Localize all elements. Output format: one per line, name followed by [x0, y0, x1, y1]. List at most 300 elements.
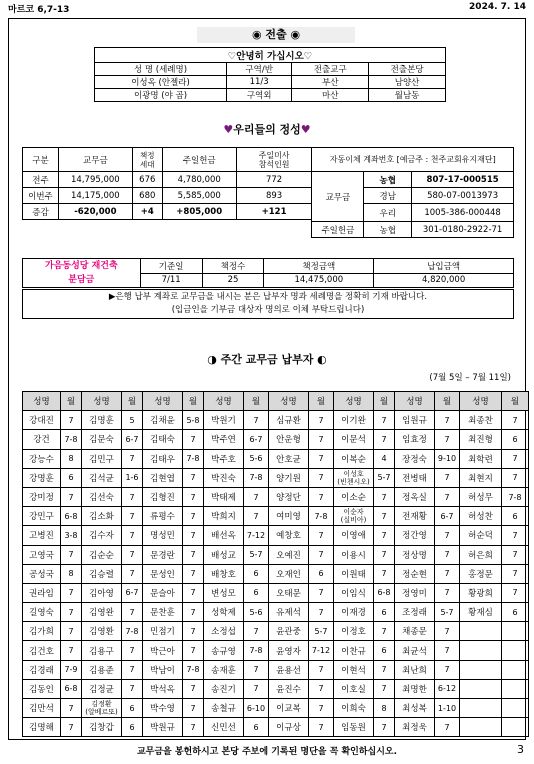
donor-month: 8	[374, 699, 395, 718]
donor-name: 양기원	[269, 468, 309, 487]
donor-month: 7	[183, 622, 204, 641]
donor-month: 7	[61, 641, 82, 660]
donor-month	[502, 718, 529, 737]
donor-month: 6	[244, 718, 269, 737]
offering-cell: 증감	[23, 204, 59, 220]
offering-cell: 이번주	[23, 188, 59, 204]
donor-name: 김영환	[82, 622, 122, 641]
donor-col-name: 성명	[269, 392, 309, 411]
donor-month: 6-7	[122, 583, 143, 602]
donor-name: 이소순	[334, 487, 374, 506]
donor-name: 이원태	[334, 564, 374, 583]
offering-cell: +121	[236, 204, 312, 220]
donor-name: 정영미	[395, 583, 435, 602]
donor-month: 7	[183, 583, 204, 602]
donor-name: 최진형	[460, 430, 502, 449]
donor-month: 1-10	[435, 699, 460, 718]
donor-month: 7	[374, 718, 395, 737]
donor-month: 7	[309, 449, 334, 468]
donor-month: 7	[502, 449, 529, 468]
transfer-col-zone: 구역/반	[226, 63, 291, 76]
donor-name: 김정균	[82, 679, 122, 698]
donor-col-month: 월	[183, 392, 204, 411]
donor-month: 7	[502, 583, 529, 602]
donor-month: 7	[122, 564, 143, 583]
transfer-cell: 마산	[292, 89, 369, 102]
transfer-row	[95, 76, 446, 89]
offering-title-text: 우리들의 정성	[233, 123, 301, 136]
donor-name: 김형진	[143, 487, 183, 506]
donor-month: 7-12	[309, 641, 334, 660]
donor-month: 7	[244, 679, 269, 698]
donor-month: 7	[374, 545, 395, 564]
donor-name: 변성모	[204, 583, 244, 602]
donor-col-month: 월	[244, 392, 269, 411]
donor-name: 강명훈	[23, 468, 61, 487]
donor-month: 7	[122, 487, 143, 506]
donor-month: 7	[309, 583, 334, 602]
donor-month: 6	[309, 564, 334, 583]
donor-name: 배선옥	[204, 526, 244, 545]
donor-month: 7-12	[244, 526, 269, 545]
donor-month: 6	[502, 603, 529, 622]
donor-col-month: 월	[61, 392, 82, 411]
offering-head: 구분	[23, 148, 59, 172]
donor-name: 여미영	[269, 507, 309, 526]
donor-name: 박주연	[204, 430, 244, 449]
transfer-title: ◉ 전출 ◉	[197, 27, 355, 43]
donor-month: 7-8	[244, 468, 269, 487]
rebuild-head: 기준일	[140, 259, 202, 274]
donor-month: 5-8	[183, 411, 204, 430]
donor-name: 박남이	[143, 660, 183, 679]
donor-name: 황광희	[460, 583, 502, 602]
donor-month: 7	[435, 564, 460, 583]
donor-col-month: 월	[374, 392, 395, 411]
donor-month: 7	[61, 583, 82, 602]
donor-name: 이현석	[334, 660, 374, 679]
donor-name: 소정섭	[204, 622, 244, 641]
donor-month: 7	[435, 468, 460, 487]
donor-row	[23, 411, 529, 430]
donor-name: 강능수	[23, 449, 61, 468]
transfer-caption: ♡안녕히 가십시오♡	[95, 48, 446, 63]
donor-month: 7	[374, 622, 395, 641]
donor-month: 7	[244, 660, 269, 679]
spacer	[23, 222, 312, 238]
donor-month: 7	[122, 507, 143, 526]
rebuild-value: 4,820,000	[374, 273, 514, 288]
donor-month: 7	[183, 487, 204, 506]
donor-name: 박근아	[143, 641, 183, 660]
account-number: 301-0180-2922-71	[412, 222, 514, 238]
donor-month: 7	[309, 718, 334, 737]
donor-name: 송규영	[204, 641, 244, 660]
donor-name: 윤진수	[269, 679, 309, 698]
donor-name: 배성교	[204, 545, 244, 564]
account-bank: 농협	[364, 222, 412, 238]
donor-name: 김경래	[23, 660, 61, 679]
rebuild-value: 7/11	[140, 273, 202, 288]
donor-month: 7	[309, 699, 334, 718]
donor-month: 6	[502, 430, 529, 449]
donor-name: 이용시	[334, 545, 374, 564]
donor-month: 7	[502, 411, 529, 430]
account-group-label: 교무금	[312, 172, 364, 222]
donor-name: 김태숙	[143, 430, 183, 449]
offering-head: 주일헌금	[162, 148, 236, 172]
donor-name: 성학제	[204, 603, 244, 622]
donor-month: 7	[244, 487, 269, 506]
donor-name: 신민선	[204, 718, 244, 737]
donor-name: 송진기	[204, 679, 244, 698]
donor-month: 7	[502, 545, 529, 564]
donor-name: 김선숙	[82, 487, 122, 506]
donor-name: 배창호	[204, 564, 244, 583]
donor-month: 6	[374, 603, 395, 622]
page-number: 3	[517, 743, 524, 756]
donor-month: 5-7	[374, 468, 395, 487]
donor-row	[23, 679, 529, 698]
donor-month: 7	[309, 487, 334, 506]
donor-month: 7	[183, 468, 204, 487]
donor-name: 권라임	[23, 583, 61, 602]
donor-name: 김동인	[23, 679, 61, 698]
donor-name	[460, 699, 502, 718]
donor-name: 김문숙	[82, 430, 122, 449]
donor-name: 임효정	[395, 430, 435, 449]
donor-row	[23, 487, 529, 506]
donor-month: 6	[122, 699, 143, 718]
donor-month: 7	[435, 622, 460, 641]
donor-name: 유제석	[269, 603, 309, 622]
donor-month: 7	[309, 603, 334, 622]
page-header	[8, 2, 526, 16]
donor-month: 7	[122, 545, 143, 564]
donor-name: 강대진	[23, 411, 61, 430]
donor-month: 7	[122, 660, 143, 679]
donor-name: 허은희	[460, 545, 502, 564]
donor-month: 7-8	[183, 660, 204, 679]
transfer-row	[95, 89, 446, 102]
donor-name: 이기완	[334, 411, 374, 430]
donor-col-name: 성명	[82, 392, 122, 411]
offering-cell: 전주	[23, 172, 59, 188]
donor-name: 박희지	[204, 507, 244, 526]
rebuild-value: 14,475,000	[264, 273, 374, 288]
heart-icon: ♥	[223, 123, 234, 136]
donor-month: 6-8	[61, 507, 82, 526]
donor-month: 7	[309, 411, 334, 430]
donor-col-month: 월	[309, 392, 334, 411]
donor-month: 7	[435, 430, 460, 449]
donor-month: 7	[183, 564, 204, 583]
donor-table	[22, 391, 529, 737]
donor-month: 7-8	[122, 622, 143, 641]
donor-row	[23, 526, 529, 545]
donor-month: 7	[244, 622, 269, 641]
donor-month: 7	[183, 430, 204, 449]
donor-month: 7	[502, 564, 529, 583]
donor-month: 6-10	[244, 699, 269, 718]
donor-name: 윤용선	[269, 660, 309, 679]
donor-name: 안운형	[269, 430, 309, 449]
offering-cell: 14,795,000	[58, 172, 132, 188]
offering-head: 교무금	[58, 148, 132, 172]
donor-col-name: 성명	[334, 392, 374, 411]
donor-month: 7	[374, 487, 395, 506]
donor-col-name: 성명	[143, 392, 183, 411]
donor-month: 7	[122, 641, 143, 660]
donor-month: 4	[374, 449, 395, 468]
donor-month: 7	[374, 507, 395, 526]
donor-name: 윤영자	[269, 641, 309, 660]
account-title: 자동이체 계좌번호 [예금주 : 천주교회유지재단]	[312, 148, 514, 172]
rebuild-value: 25	[202, 273, 264, 288]
donor-name: 문성인	[143, 564, 183, 583]
donor-month: 5-6	[244, 449, 269, 468]
donor-row	[23, 641, 529, 660]
donor-month: 7	[435, 526, 460, 545]
donor-row	[23, 583, 529, 602]
donor-name: 박수영	[143, 699, 183, 718]
donor-name: 김소화	[82, 507, 122, 526]
offering-head: 주일미사 참석인원	[236, 148, 312, 172]
donor-month: 5-6	[244, 603, 269, 622]
offering-cell: -620,000	[58, 204, 132, 220]
donor-name: 황재심	[460, 603, 502, 622]
donor-name: 김건호	[23, 641, 61, 660]
donor-name: 류평수	[143, 507, 183, 526]
donor-month: 7	[435, 641, 460, 660]
donor-month: 7	[374, 526, 395, 545]
notice-line1: ▶은행 납부 계좌로 교무금을 내시는 분은 납부자 명과 세례명을 정확히 기재 바랍니다.	[108, 292, 428, 302]
donor-name: 허성무	[460, 487, 502, 506]
donor-name: 정상명	[395, 545, 435, 564]
donor-name: 정순현	[395, 564, 435, 583]
donor-month: 7	[244, 507, 269, 526]
donor-row	[23, 507, 529, 526]
donor-name: 이교복	[269, 699, 309, 718]
donor-name: 김순순	[82, 545, 122, 564]
donor-name: 최현지	[460, 468, 502, 487]
account-bank: 경남	[364, 188, 412, 204]
rebuild-head: 책정수	[202, 259, 264, 274]
transfer-cell: 월남동	[369, 89, 446, 102]
donor-month: 3-8	[61, 526, 82, 545]
donor-month: 7	[309, 468, 334, 487]
donor-name: 김가희	[23, 622, 61, 641]
donor-name: 박원규	[143, 718, 183, 737]
donor-month: 7	[435, 718, 460, 737]
donor-name: 고영국	[23, 545, 61, 564]
donor-name: 문슬아	[143, 583, 183, 602]
donor-name: 박진숙	[204, 468, 244, 487]
donor-month: 7	[309, 545, 334, 564]
donor-row	[23, 603, 529, 622]
donor-name: 김현엽	[143, 468, 183, 487]
rebuild-head: 납입금액	[374, 259, 514, 274]
donor-month	[502, 641, 529, 660]
donor-month: 6	[61, 468, 82, 487]
donor-name: 송철규	[204, 699, 244, 718]
donor-name: 최성복	[395, 699, 435, 718]
donor-name: 최정욱	[395, 718, 435, 737]
donor-name: 정간영	[395, 526, 435, 545]
rebuild-head: 책정금액	[264, 259, 374, 274]
donor-col-month: 월	[502, 392, 529, 411]
donor-name: 문찬훈	[143, 603, 183, 622]
donor-month: 7	[309, 526, 334, 545]
donor-month: 5-7	[309, 622, 334, 641]
donor-month: 7-9	[61, 660, 82, 679]
offering-head: 책정 세대	[132, 148, 162, 172]
donor-row	[23, 449, 529, 468]
donor-row	[23, 699, 529, 718]
donor-name: 강미정	[23, 487, 61, 506]
footer-note: 교무금을 봉헌하시고 본당 주보에 기록된 명단을 꼭 확인하십시오.	[136, 747, 398, 757]
donor-month: 6	[502, 507, 529, 526]
offering-section-title	[9, 121, 525, 137]
rebuild-label-line2: 분담금	[68, 275, 95, 285]
donor-name: 심규환	[269, 411, 309, 430]
donor-name: 오태문	[269, 583, 309, 602]
donor-name: 이영애	[334, 526, 374, 545]
transfer-col-diocese: 전출교구	[292, 63, 369, 76]
donor-name: 이찬규	[334, 641, 374, 660]
donor-month: 7	[435, 660, 460, 679]
donor-month: 7	[183, 603, 204, 622]
offering-cell: 893	[236, 188, 312, 204]
donor-name: 임동원	[334, 718, 374, 737]
donor-col-name: 성명	[23, 392, 61, 411]
donor-name: 박주호	[204, 449, 244, 468]
donor-row	[23, 564, 529, 583]
account-number: 807-17-000515	[412, 172, 514, 188]
donor-name: 김수자	[82, 526, 122, 545]
donor-month: 7	[183, 641, 204, 660]
donor-month: 7	[309, 430, 334, 449]
donor-name: 김아영	[82, 583, 122, 602]
donor-name: 김영완	[82, 603, 122, 622]
donor-month: 7	[183, 718, 204, 737]
account-number: 1005-386-000448	[412, 204, 514, 222]
donor-month: 7	[244, 411, 269, 430]
donor-row	[23, 718, 529, 737]
donor-name: 김채윤	[143, 411, 183, 430]
donor-name: 예창호	[269, 526, 309, 545]
donor-name	[460, 622, 502, 641]
donor-name: 이임식	[334, 583, 374, 602]
donor-name	[460, 641, 502, 660]
donor-name: 이복순	[334, 449, 374, 468]
donor-name: 김승렬	[82, 564, 122, 583]
donor-name: 김만석	[23, 699, 61, 718]
donor-name: 허성찬	[460, 507, 502, 526]
donor-month: 7	[374, 430, 395, 449]
donor-month: 7	[61, 411, 82, 430]
donor-name: 임원규	[395, 411, 435, 430]
donor-name: 이성호 (빈첸시오)	[334, 468, 374, 487]
donor-name: 양정단	[269, 487, 309, 506]
donor-month: 7	[183, 526, 204, 545]
donor-name	[460, 660, 502, 679]
donor-name: 김명해	[23, 718, 61, 737]
donor-month: 7	[374, 411, 395, 430]
donor-month: 7	[61, 718, 82, 737]
donor-month: 6-7	[435, 507, 460, 526]
rebuild-label	[23, 259, 141, 288]
donor-month	[502, 679, 529, 698]
donor-month: 7	[183, 507, 204, 526]
donor-month: 5-7	[244, 545, 269, 564]
payment-notice	[22, 289, 514, 319]
offering-cell: 14,175,000	[58, 188, 132, 204]
donor-name: 전재황	[395, 507, 435, 526]
donor-month	[502, 622, 529, 641]
transfer-cell: 부산	[292, 76, 369, 89]
donor-month: 7	[309, 679, 334, 698]
donor-name: 이규상	[269, 718, 309, 737]
transfer-col-parish: 전출본당	[369, 63, 446, 76]
donor-name: 공성국	[23, 564, 61, 583]
donor-header-row	[23, 392, 529, 411]
donor-month: 6	[244, 564, 269, 583]
donor-name	[460, 679, 502, 698]
donor-name: 이문석	[334, 430, 374, 449]
rebuild-table	[22, 258, 514, 288]
bulletin-frame	[8, 18, 526, 740]
donor-name: 최난희	[395, 660, 435, 679]
donor-month: 7-8	[244, 641, 269, 660]
donor-month: 7	[122, 679, 143, 698]
donor-name: 김석균	[82, 468, 122, 487]
offering-cell: +805,000	[162, 204, 236, 220]
donor-name: 박석옥	[143, 679, 183, 698]
donor-month: 7	[435, 487, 460, 506]
donor-month: 7	[122, 526, 143, 545]
donor-month: 7	[61, 622, 82, 641]
transfer-col-name: 성 명 (세례명)	[95, 63, 227, 76]
donor-month: 7	[61, 603, 82, 622]
donor-name: 김태우	[143, 449, 183, 468]
donor-month: 7	[61, 545, 82, 564]
donor-row	[23, 468, 529, 487]
donor-name: 이정호	[334, 622, 374, 641]
donor-month: 8	[61, 449, 82, 468]
donor-name	[460, 718, 502, 737]
transfer-cell: 11/3	[226, 76, 291, 89]
donor-row	[23, 430, 529, 449]
donor-name: 김민구	[82, 449, 122, 468]
donor-month: 6-12	[435, 679, 460, 698]
donor-month: 6-7	[122, 430, 143, 449]
donor-name: 민점기	[143, 622, 183, 641]
donor-name: 채종문	[395, 622, 435, 641]
donor-name: 이순자 (실비아)	[334, 507, 374, 526]
donor-month: 5	[122, 411, 143, 430]
donor-month	[502, 699, 529, 718]
donor-name: 김명훈	[82, 411, 122, 430]
donor-month: 7	[374, 679, 395, 698]
donor-row	[23, 660, 529, 679]
donor-name: 장정숙	[395, 449, 435, 468]
offering-table	[22, 147, 514, 238]
donor-month: 7	[502, 526, 529, 545]
donor-name: 이호실	[334, 679, 374, 698]
bulletin-id: 마르코 6,7-13	[8, 5, 70, 15]
donor-month: 7	[435, 583, 460, 602]
